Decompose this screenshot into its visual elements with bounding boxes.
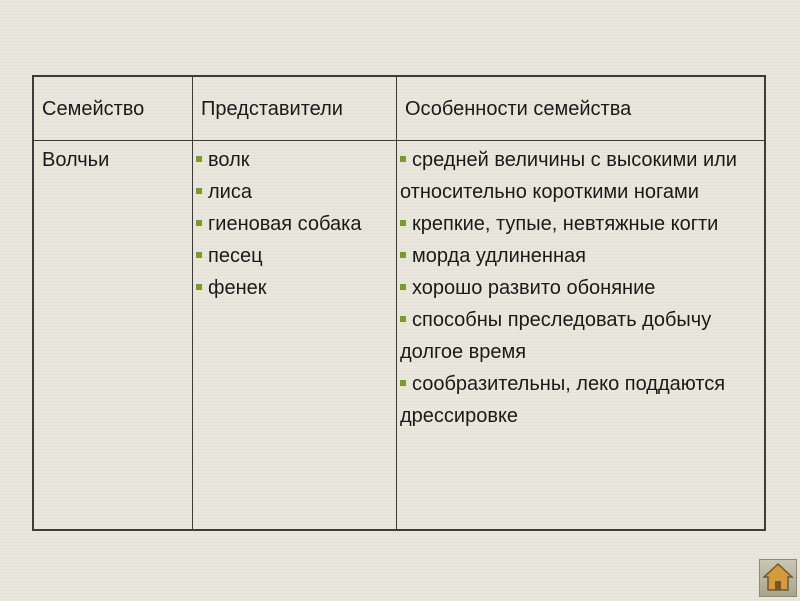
bullet-icon xyxy=(196,156,202,162)
list-item: средней величины с высокими или относительно короткими ногами xyxy=(400,149,737,203)
bullet-icon xyxy=(196,188,202,194)
bullet-icon xyxy=(400,252,406,258)
header-family: Семейство xyxy=(42,97,145,120)
list-item: сообразительны, леко поддаются дрессировке xyxy=(400,373,726,427)
bullet-icon xyxy=(400,220,406,226)
list-item: гиеновая собака xyxy=(196,208,386,240)
header-features: Особенности семейства xyxy=(405,97,632,120)
bullet-icon xyxy=(196,252,202,258)
list-item: способны преследовать добычу долгое время xyxy=(400,309,712,363)
column-divider xyxy=(396,77,397,529)
list-item: волк xyxy=(196,144,386,176)
column-divider xyxy=(192,77,193,529)
bullet-icon xyxy=(400,284,406,290)
features-list xyxy=(400,144,756,432)
bullet-icon xyxy=(196,220,202,226)
header-representatives: Представители xyxy=(201,97,343,120)
bullet-icon xyxy=(400,380,406,386)
representatives-list xyxy=(196,144,386,304)
list-item: песец xyxy=(196,240,386,272)
bullet-icon xyxy=(400,156,406,162)
header-divider xyxy=(34,140,764,141)
list-item: морда удлиненная xyxy=(400,240,756,272)
list-item: крепкие, тупые, невтяжные когти xyxy=(400,208,756,240)
list-item: лиса xyxy=(196,176,386,208)
home-button[interactable] xyxy=(759,559,797,597)
home-icon xyxy=(760,560,796,596)
family-name: Волчьи xyxy=(42,149,110,171)
list-item: хорошо развито обоняние xyxy=(400,272,756,304)
bullet-icon xyxy=(400,316,406,322)
families-table xyxy=(32,75,766,531)
bullet-icon xyxy=(196,284,202,290)
list-item: фенек xyxy=(196,272,386,304)
